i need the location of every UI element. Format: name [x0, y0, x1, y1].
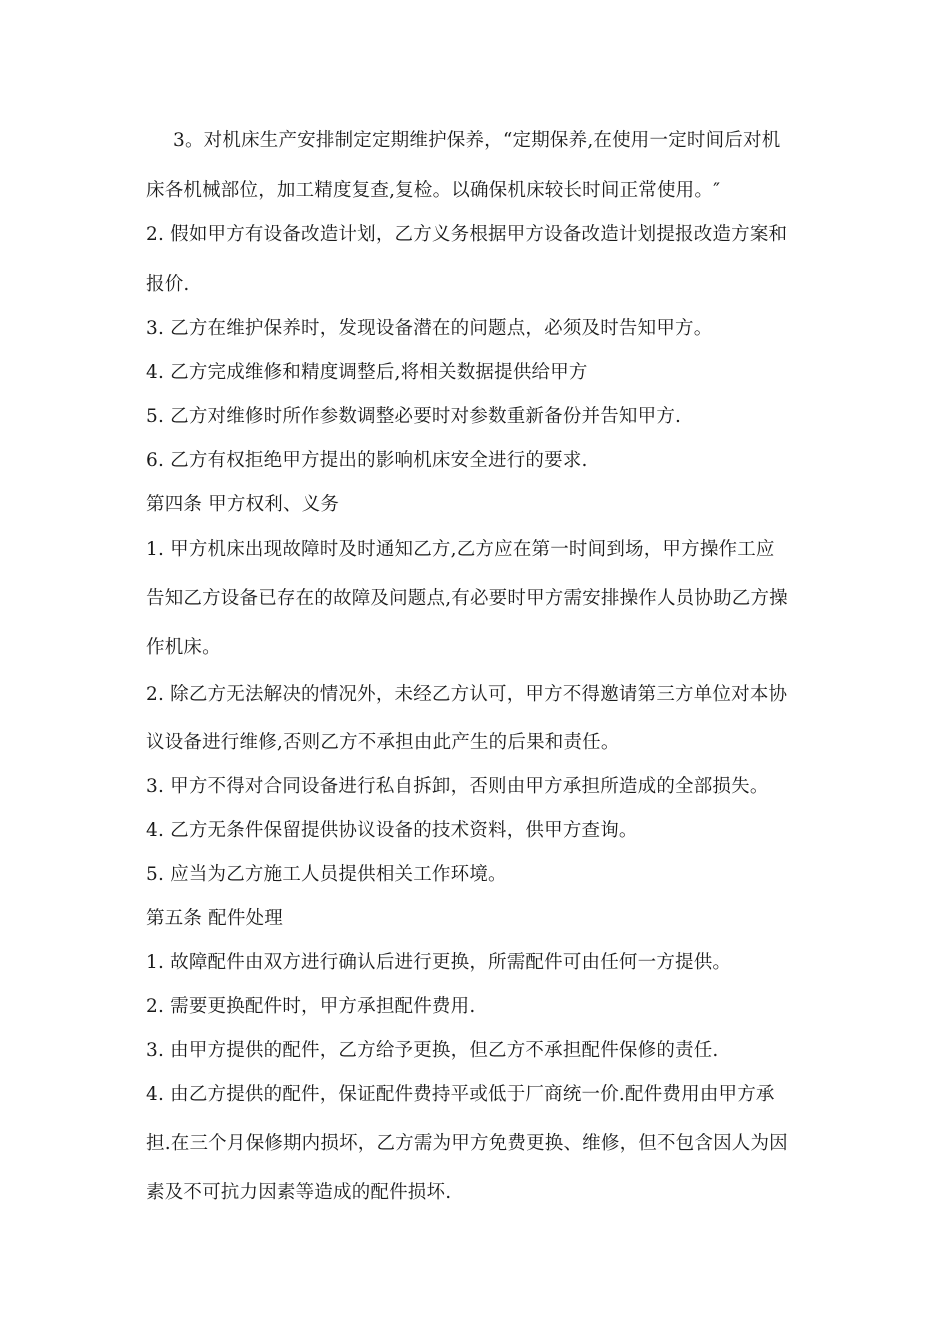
paragraph-line: 担.在三个月保修期内损坏，乙方需为甲方免费更换、维修，但不包含因人为因 — [146, 1133, 788, 1154]
paragraph-line: 报价. — [146, 274, 190, 295]
list-item: 5. 应当为乙方施工人员提供相关工作环境。 — [146, 864, 507, 885]
section-heading: 第五条 配件处理 — [146, 908, 283, 929]
list-item: 3. 甲方不得对合同设备进行私自拆卸，否则由甲方承担所造成的全部损失。 — [146, 776, 769, 797]
list-item: 3. 乙方在维护保养时，发现设备潜在的问题点，必须及时告知甲方。 — [146, 318, 713, 339]
paragraph-line: 床各机械部位，加工精度复查,复检。以确保机床较长时间正常使用。″ — [146, 180, 721, 201]
list-item: 2. 除乙方无法解决的情况外，未经乙方认可，甲方不得邀请第三方单位对本协 — [146, 684, 788, 705]
list-item: 4. 乙方无条件保留提供协议设备的技术资料，供甲方查询。 — [146, 820, 638, 841]
list-item: 2. 需要更换配件时，甲方承担配件费用. — [146, 996, 476, 1017]
paragraph-line: 素及不可抗力因素等造成的配件损坏. — [146, 1182, 452, 1203]
list-item: 4. 乙方完成维修和精度调整后,将相关数据提供给甲方 — [146, 362, 588, 383]
list-item: 4. 由乙方提供的配件，保证配件费持平或低于厂商统一价.配件费用由甲方承 — [146, 1084, 775, 1105]
paragraph-line: 议设备进行维修,否则乙方不承担由此产生的后果和责任。 — [146, 732, 620, 753]
section-heading: 第四条 甲方权利、义务 — [146, 494, 340, 515]
list-item: 6. 乙方有权拒绝甲方提出的影响机床安全进行的要求. — [146, 450, 588, 471]
paragraph-line: 告知乙方设备已存在的故障及问题点,有必要时甲方需安排操作人员协助乙方操 — [146, 588, 788, 609]
list-item: 3. 由甲方提供的配件，乙方给予更换，但乙方不承担配件保修的责任. — [146, 1040, 719, 1061]
paragraph-line: 3。对机床生产安排制定定期维护保养，“定期保养,在使用一定时间后对机 — [173, 130, 781, 151]
list-item: 2. 假如甲方有设备改造计划，乙方义务根据甲方设备改造计划提报改造方案和 — [146, 224, 788, 245]
paragraph-line: 作机床。 — [146, 637, 221, 658]
list-item: 1. 故障配件由双方进行确认后进行更换，所需配件可由任何一方提供。 — [146, 952, 732, 973]
list-item: 5. 乙方对维修时所作参数调整必要时对参数重新备份并告知甲方. — [146, 406, 682, 427]
list-item: 1. 甲方机床出现故障时及时通知乙方,乙方应在第一时间到场，甲方操作工应 — [146, 539, 775, 560]
